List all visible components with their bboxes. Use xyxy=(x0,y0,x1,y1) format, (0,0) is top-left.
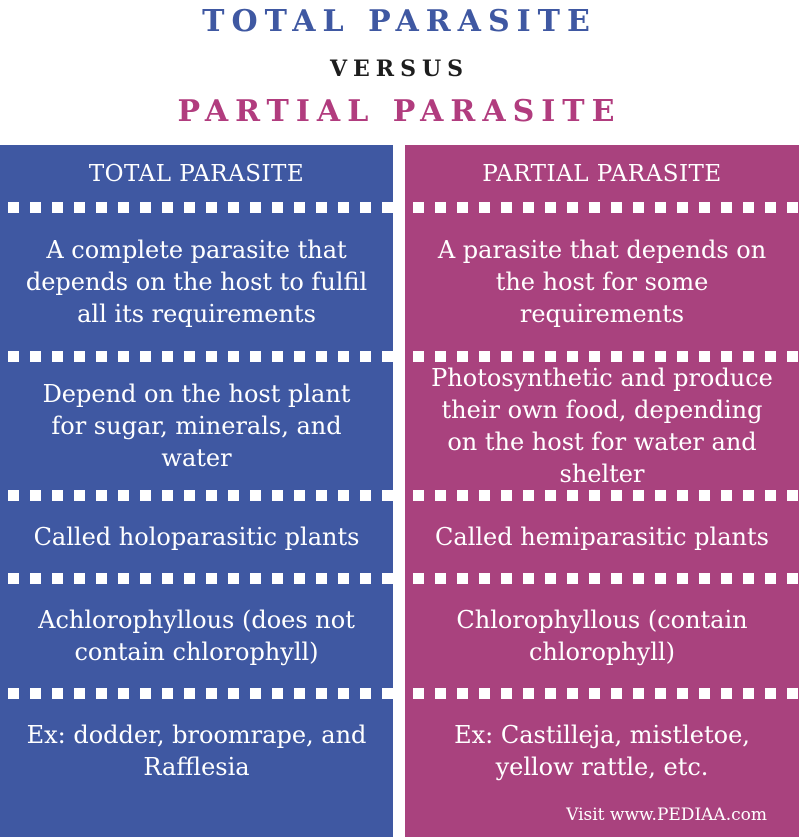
row-divider xyxy=(405,573,799,584)
row-definition: A parasite that depends on the host for some requirements xyxy=(437,236,767,328)
row-divider xyxy=(405,688,799,699)
row-examples: Ex: Castilleja, mistletoe, yellow rattle, etc. xyxy=(454,721,750,781)
column-header: PARTIAL PARASITE xyxy=(482,160,722,187)
row-name: Called hemiparasitic plants xyxy=(435,523,769,551)
row-divider xyxy=(0,688,393,699)
row-chlorophyll: Chlorophyllous (contain chlorophyll) xyxy=(456,606,748,666)
title-versus: VERSUS xyxy=(329,56,470,82)
row-dependence: Photosynthetic and produce their own food, depending on the host for water and shelter xyxy=(431,364,773,488)
row-divider xyxy=(0,490,393,501)
title-partial-parasite: PARTIAL PARASITE xyxy=(177,94,622,129)
column-header: TOTAL PARASITE xyxy=(88,160,305,187)
row-divider xyxy=(0,573,393,584)
footer-credit: Visit www.PEDIAA.com xyxy=(566,805,767,825)
row-divider xyxy=(0,202,393,213)
row-definition: A complete parasite that depends on the host to fulfil all its requirements xyxy=(25,236,368,328)
row-divider xyxy=(0,351,393,362)
row-divider xyxy=(405,490,799,501)
row-divider xyxy=(405,351,799,362)
row-examples: Ex: dodder, broomrape, and Rafflesia xyxy=(26,721,367,781)
row-name: Called holoparasitic plants xyxy=(33,523,360,551)
row-dependence: Depend on the host plant for sugar, minerals, and water xyxy=(42,380,351,472)
column-total-parasite xyxy=(0,145,393,837)
title-total-parasite: TOTAL PARASITE xyxy=(202,4,597,39)
row-divider xyxy=(405,202,799,213)
row-chlorophyll: Achlorophyllous (does not contain chlorophyll) xyxy=(38,606,355,666)
column-partial-parasite xyxy=(405,145,799,837)
